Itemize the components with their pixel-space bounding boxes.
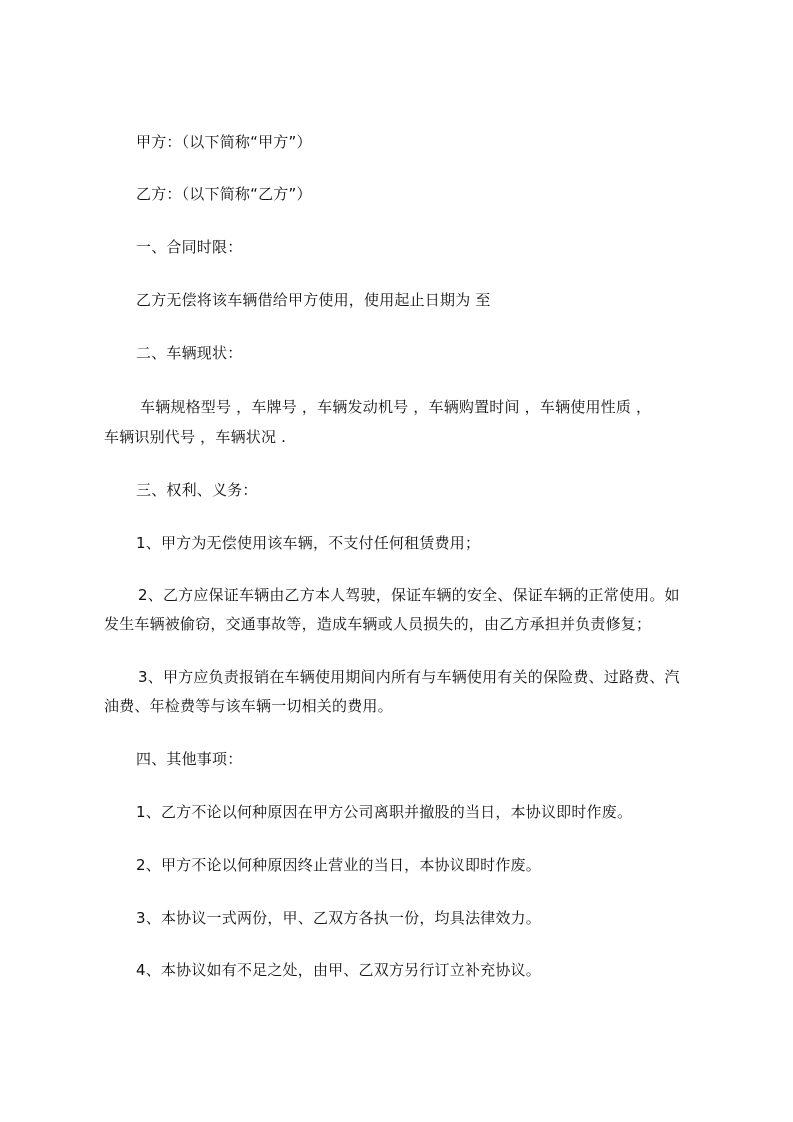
section-2-line-1: 车辆规格型号 ，车牌号 ，车辆发动机号 ，车辆购置时间 ，车辆使用性质 ， [140, 398, 652, 416]
section-1-title: 一、合同时限： [136, 238, 243, 256]
section-3-title: 三、权利、义务： [136, 481, 258, 499]
section-1-text: 乙方无偿将该车辆借给甲方使用，使用起止日期为 至 [136, 291, 491, 309]
section-3-item-2-line-2: 发生车辆被偷窃，交通事故等，造成车辆或人员损失的，由乙方承担并负责修复； [104, 615, 652, 633]
section-4-title: 四、其他事项： [136, 750, 243, 768]
section-3-item-2-line-1: 2、乙方应保证车辆由乙方本人驾驶，保证车辆的安全、保证车辆的正常使用。如 [138, 586, 680, 604]
section-4-item-4: 4、本协议如有不足之处，由甲、乙双方另行订立补充协议。 [136, 961, 541, 979]
section-4-item-2: 2、甲方不论以何种原因终止营业的当日，本协议即时作废。 [136, 856, 541, 874]
section-3-item-1: 1、甲方为无偿使用该车辆，不支付任何租赁费用； [136, 534, 481, 552]
section-3-item-3-line-2: 油费、年检费等与该车辆一切相关的费用。 [104, 697, 393, 715]
party-a-line: 甲方：（以下简称“甲方”） [136, 133, 312, 151]
party-b-line: 乙方：（以下简称“乙方”） [136, 185, 312, 203]
section-2-title: 二、车辆现状： [136, 344, 243, 362]
section-3-item-3-line-1: 3、甲方应负责报销在车辆使用期间内所有与车辆使用有关的保险费、过路费、汽 [138, 668, 680, 686]
section-4-item-3: 3、本协议一式两份，甲、乙双方各执一份，均具法律效力。 [136, 909, 541, 927]
section-4-item-1: 1、乙方不论以何种原因在甲方公司离职并撤股的当日，本协议即时作废。 [136, 803, 633, 821]
section-2-line-2: 车辆识别代号 ，车辆状况 . [104, 428, 287, 446]
